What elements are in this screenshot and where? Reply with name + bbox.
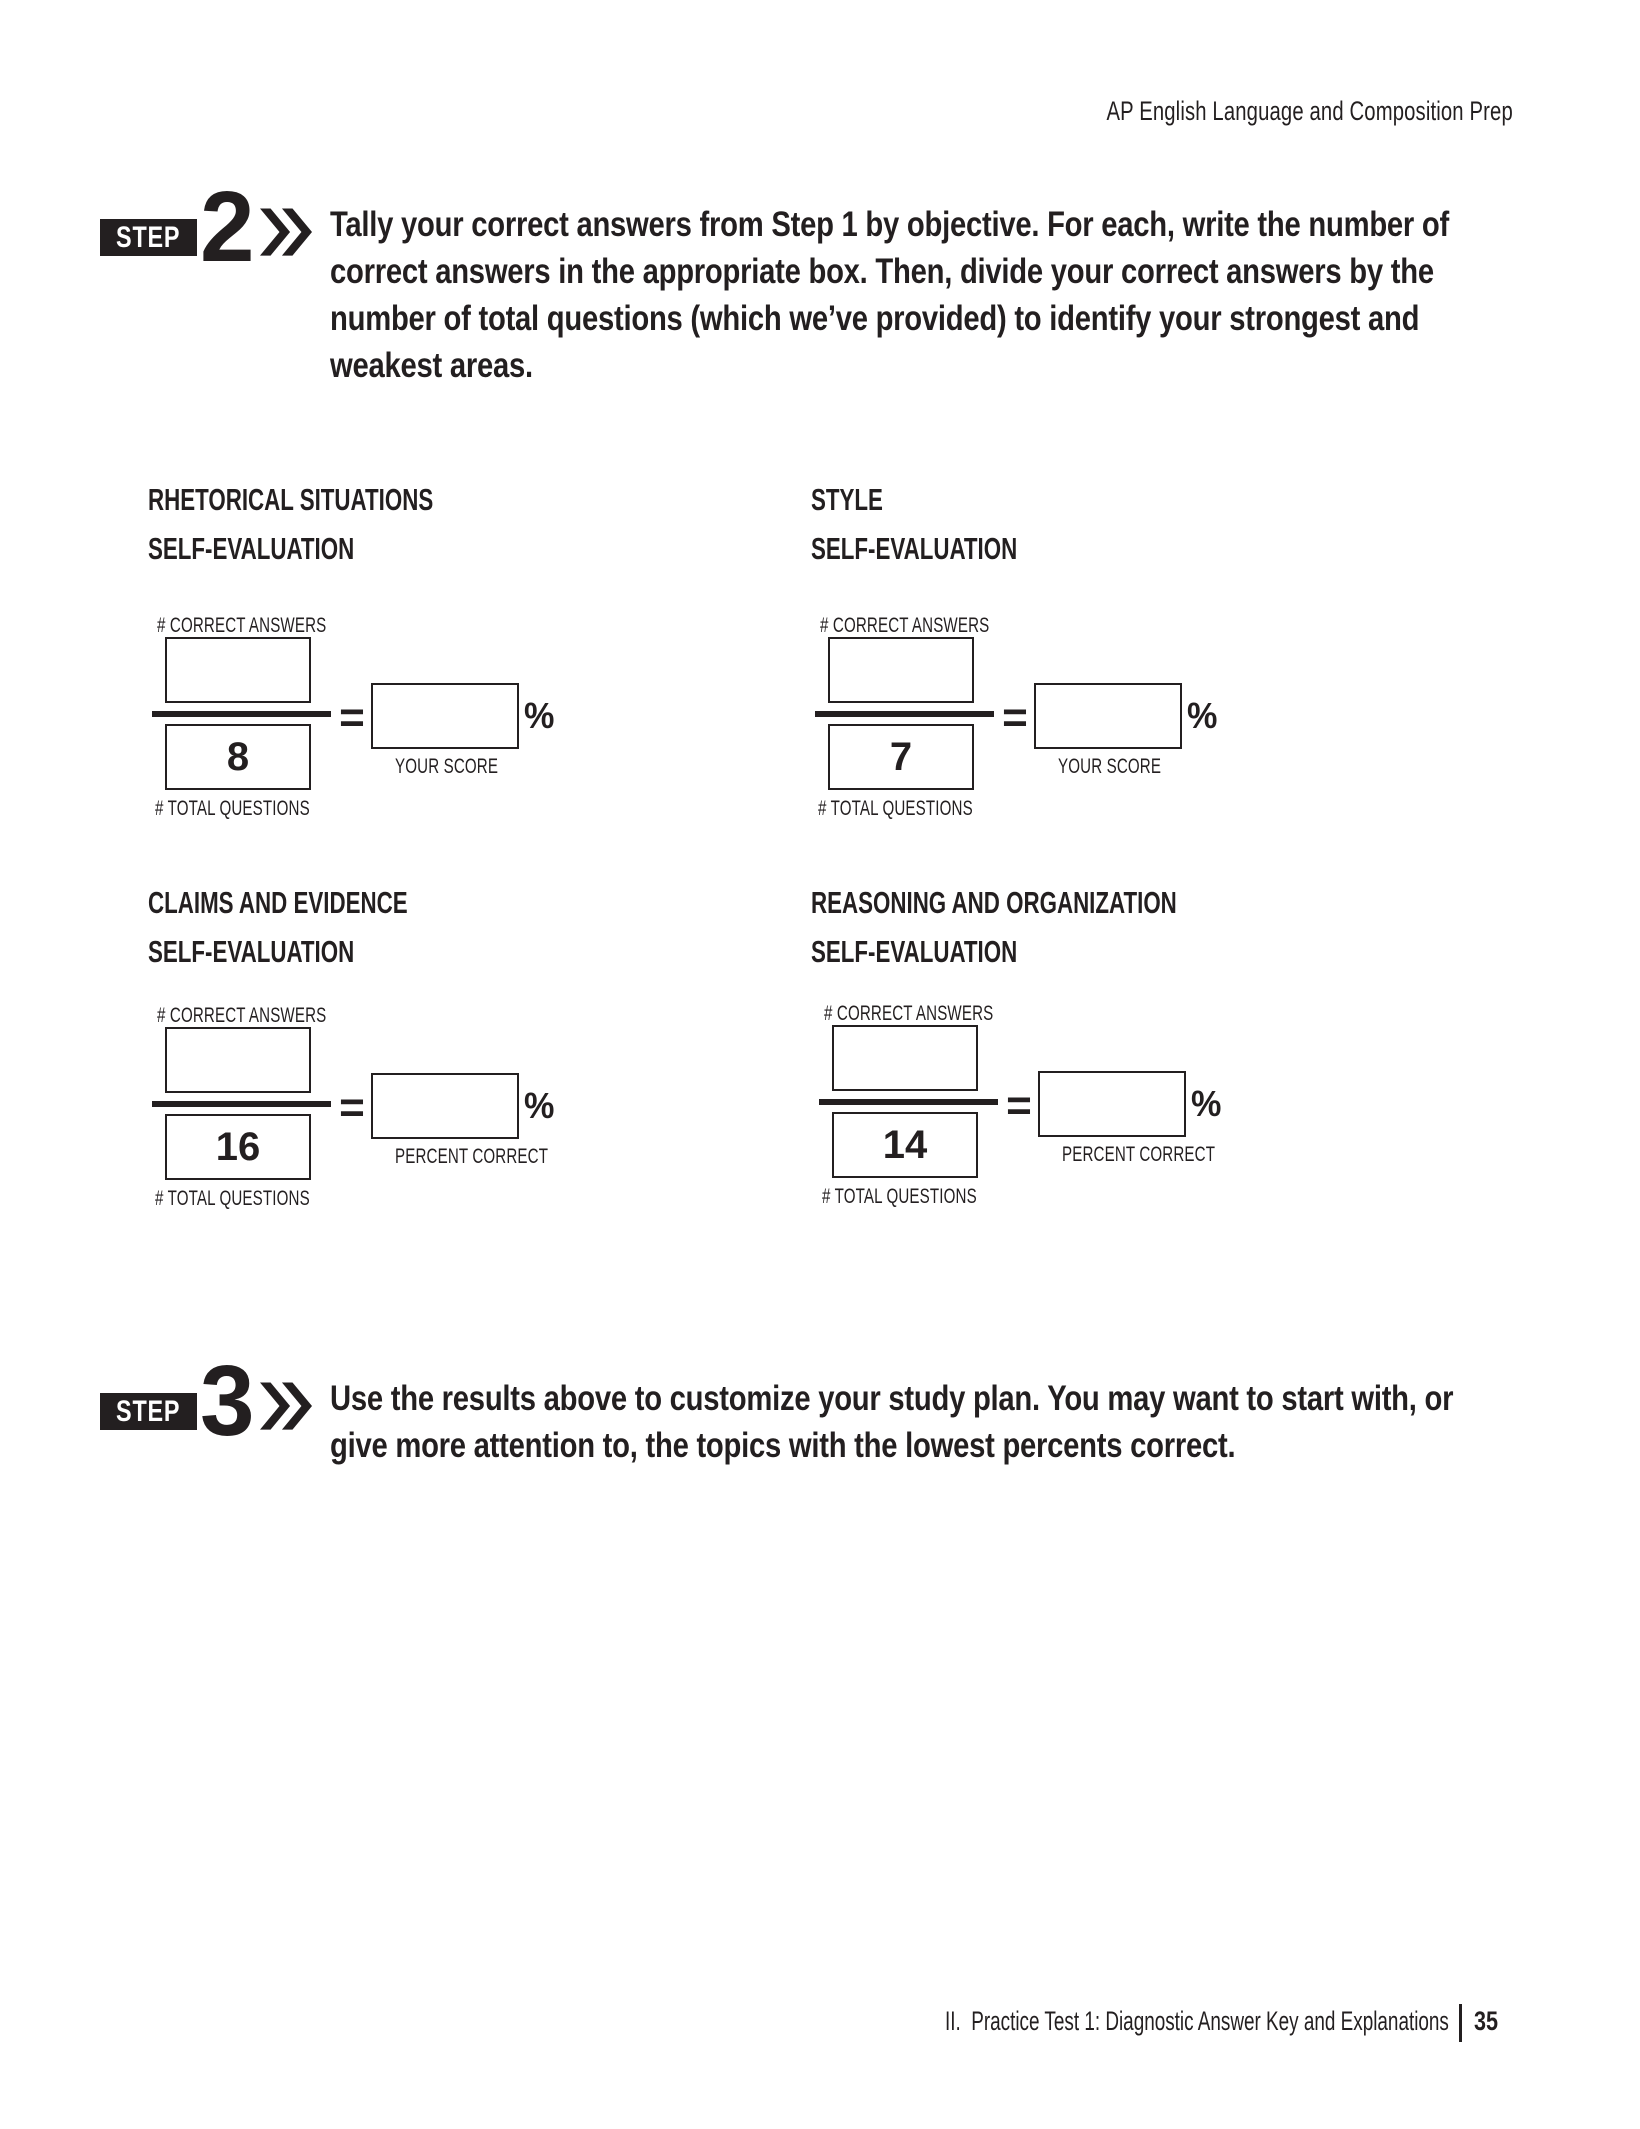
total-questions-label: # TOTAL QUESTIONS [155,797,310,820]
correct-answers-label: # CORRECT ANSWERS [820,614,990,637]
total-questions-label: # TOTAL QUESTIONS [155,1187,310,1210]
footer-section-title: II. Practice Test 1: Diagnostic Answer Key and Explanations [945,2006,1449,2036]
correct-answers-box[interactable] [828,637,974,703]
evaluation-reasoning-and-organization [811,887,1431,1287]
step-3-instructions: Use the results above to customize your study plan. You may want to start with, or give more attention to, the topics with the lowest percents correct. [330,1379,1454,1465]
total-questions-box: 8 [165,724,311,790]
equals-sign: = [1002,693,1028,742]
page-number: 35 [1474,2006,1499,2036]
step-label-plate [100,1393,197,1430]
percent-sign: % [524,1085,555,1126]
running-header: AP English Language and Composition Prep [1106,96,1513,126]
evaluation-style [811,484,1431,884]
step-number: 3 [200,1345,255,1457]
evaluation-subtitle: SELF-EVALUATION [811,934,1018,969]
evaluation-title: REASONING AND ORGANIZATION [811,885,1177,920]
fraction-line [152,711,331,717]
step-2-badge [100,171,330,305]
percent-sign: % [524,695,555,736]
evaluation-subtitle: SELF-EVALUATION [148,934,355,969]
double-chevron-right-icon [260,1377,312,1435]
evaluation-subtitle: SELF-EVALUATION [148,531,355,566]
score-label: PERCENT CORRECT [395,1145,549,1168]
equals-sign: = [1006,1081,1032,1130]
score-box[interactable] [1038,1071,1186,1137]
equals-sign: = [339,1083,365,1132]
fraction-line [152,1101,331,1107]
score-box[interactable] [371,1073,519,1139]
footer-divider [1459,2004,1462,2042]
correct-answers-box[interactable] [165,637,311,703]
evaluation-title: RHETORICAL SITUATIONS [148,482,434,517]
step-2-instructions: Tally your correct answers from Step 1 by objective. For each, write the number of correct answers in the appropriate box. Then, divide your correct answers by the number of total questions (which we’ve provided) to identify your strongest and weakest areas. [330,205,1450,385]
evaluation-title: CLAIMS AND EVIDENCE [148,885,408,920]
total-questions-box: 7 [828,724,974,790]
equals-sign: = [339,693,365,742]
total-questions-label: # TOTAL QUESTIONS [818,797,973,820]
total-questions-box: 16 [165,1114,311,1180]
correct-answers-label: # CORRECT ANSWERS [157,1004,327,1027]
score-box[interactable] [371,683,519,749]
evaluation-rhetorical-situations [148,484,768,884]
evaluation-subtitle: SELF-EVALUATION [811,531,1018,566]
score-label: YOUR SCORE [395,755,499,778]
evaluation-claims-and-evidence [148,887,768,1287]
percent-sign: % [1187,695,1218,736]
total-questions-label: # TOTAL QUESTIONS [822,1185,977,1208]
total-questions-box: 14 [832,1112,978,1178]
fraction-line [815,711,994,717]
step-label-plate [100,219,197,256]
evaluation-title: STYLE [811,482,883,517]
correct-answers-label: # CORRECT ANSWERS [157,614,327,637]
double-chevron-right-icon [260,203,312,261]
score-box[interactable] [1034,683,1182,749]
fraction-line [819,1099,998,1105]
score-label: PERCENT CORRECT [1062,1143,1216,1166]
correct-answers-label: # CORRECT ANSWERS [824,1002,994,1025]
correct-answers-box[interactable] [832,1025,978,1091]
step-label: STEP [116,221,181,254]
step-3-badge [100,1345,330,1479]
score-label: YOUR SCORE [1058,755,1162,778]
percent-sign: % [1191,1083,1222,1124]
correct-answers-box[interactable] [165,1027,311,1093]
step-label: STEP [116,1395,181,1428]
step-number: 2 [200,171,255,283]
